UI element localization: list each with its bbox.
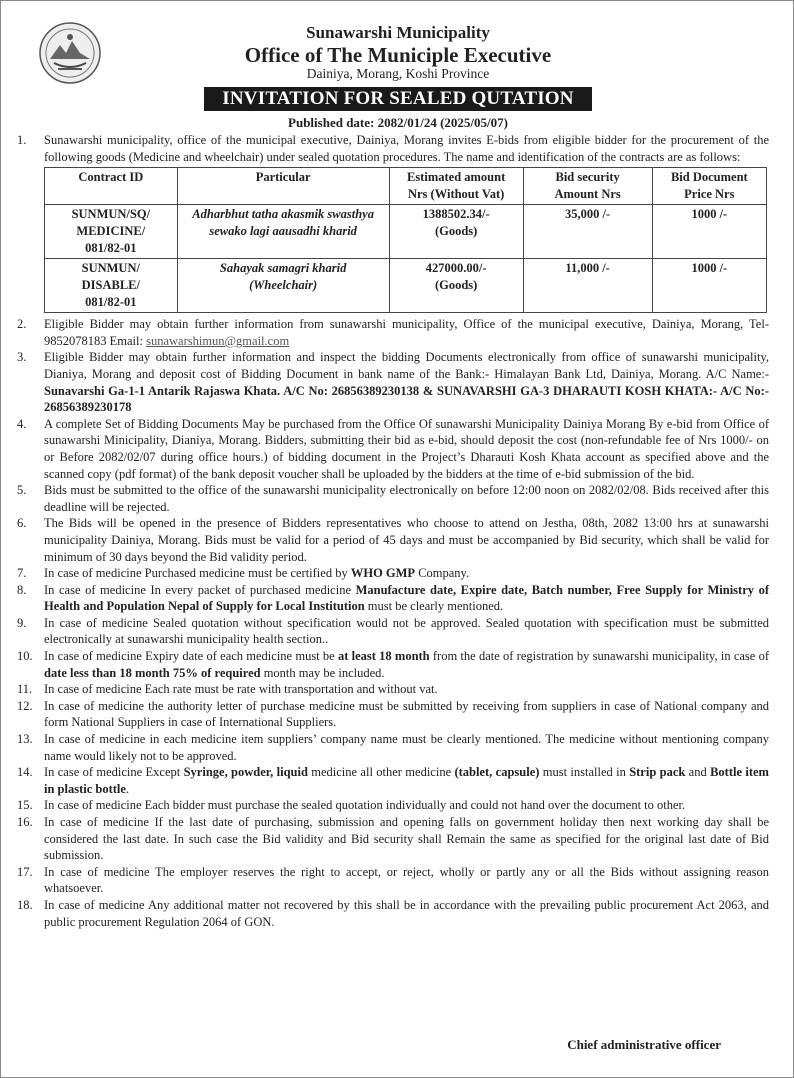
list-item: 14. In case of medicine Except Syringe, powder, liquid medicine all other medicine (tablet, capsule) must installed in Strip pack and Bottle item in plastic bottle. (17, 765, 769, 796)
office-address: Dainiya, Morang, Koshi Province (306, 66, 490, 81)
list-item: 17. In case of medicine The employer reserves the right to accept, or reject, wholly or partly any or all the Bids without assigning reason whatsoever. (17, 864, 769, 896)
municipality-name: Sunawarshi Municipality (306, 23, 490, 42)
list-item: 4. A complete Set of Bidding Documents May be purchased from the Office Of sunawarshi Municipality Dainiya Morang By e-bid from Office of sunawarshi Minicipality, Dianiya, Morang. Bidders, submitting their bid as e-bid, should deposit the cost (non-refundable fee of Nrs 1000/- on or Before 2082/02/07 during office hours.) of bidding document in the Project’s Dharauti Kosh Khata account as specified above and the scanned copy (pdf format) of the bank deposit voucher shall be uploaded by the bidders at the time of e-bid submission of the bid. (17, 416, 769, 481)
list-item: 8. In case of medicine In every packet of purchased medicine Manufacture date, Expire date, Batch number, Free Supply for Ministry of Health and Population Nepal of Supply for Local Institution must be clearly mentioned. (17, 582, 769, 614)
list-item: 1. Sunawarshi municipality, office of the municipal executive, Dainiya, Morang invites E-bids from eligible bidder for the procurement of the following goods (Medicine and wheelchair) under sealed quotation procedures. The name and identification of the contracts are as follows: (17, 133, 769, 164)
notice-title: INVITATION FOR SEALED QUTATION (204, 87, 591, 111)
table-row (45, 205, 767, 259)
contract-id-cell: SUNMUN/ DISABLE/ 081/82-01 (45, 259, 178, 313)
list-item: 11. In case of medicine Each rate must be rate with transportation and without vat. (17, 682, 438, 697)
header-estimated-amount: Estimated amount Nrs (Without Vat) (389, 168, 523, 205)
header-document-price: Bid Document Price Nrs (652, 168, 766, 205)
email-link[interactable]: sunawarshimun@gmail.com (146, 333, 290, 348)
notice-items (17, 132, 769, 930)
contract-id-cell: SUNMUN/SQ/ MEDICINE/ 081/82-01 (45, 205, 178, 259)
list-item: 16. In case of medicine If the last date of purchasing, submission and opening falls on government holiday then next working day shall be considered the last date. In such case the Bid validity and Bid security shall Remain the same as specified for the original last date of Bid submission. (17, 815, 769, 863)
list-item: 13. In case of medicine in each medicine item suppliers’ company name must be clearly mentioned. The medicine without mentioning company name would likely not to be approved. (17, 732, 769, 763)
list-item: 6. The Bids will be opened in the presence of Bidders representatives who choose to attend on Jestha, 08th, 2082 13:00 hrs at sunawarshi municipality Dainiya, Morang. Bids must be valid for a period of 45 days and must be accompanied by Bid security, which shall be valid for minimum of 30 days beyond the Bid validity period. (17, 516, 769, 564)
contracts-table (44, 167, 767, 313)
list-item: 5. Bids must be submitted to the office of the sunawarshi municipality electronically on before 12:00 noon on 2082/02/08. Bids received after this deadline will be rejected. (17, 483, 769, 514)
list-item: 3. Eligible Bidder may obtain further information and inspect the bidding Documents electronically from office of sunawarshi municipality, Dianiya, Morang and deposit cost of Bidding Document in bank name of the Bank:- Himalayan Bank Ltd, Dainiya, Morang. A/C Name:- Sunavarshi Ga-1-1 Antarik Rajaswa Khata. A/C No: 26856389230138 & SUNAVARSHI GA-3 DHARAUTI KOSH KHATA:- A/C No:- 26856389230178 (17, 350, 769, 415)
particular-cell: Sahayak samagri kharid (Wheelchair) (177, 259, 389, 313)
table-header-row (45, 168, 767, 205)
signature-title: Chief administrative officer (567, 1037, 721, 1052)
price-cell: 1000 /- (652, 259, 766, 313)
list-item: 7. In case of medicine Purchased medicine must be certified by WHO GMP Company. (17, 566, 470, 581)
list-item: 12. In case of medicine the authority letter of purchase medicine must be submitted by receiving from suppliers in case of National company and form National Suppliers in case of International Suppliers. (17, 698, 769, 730)
security-cell: 35,000 /- (523, 205, 652, 259)
amount-cell: 427000.00/- (Goods) (389, 259, 523, 313)
security-cell: 11,000 /- (523, 259, 652, 313)
list-item: 2. Eligible Bidder may obtain further information from sunawarshi municipality, Office of the municipal executive, Dainiya, Morang, Tel- 9852078183 Email: sunawarshimun@gmail.com (17, 317, 769, 348)
list-item: 10. In case of medicine Expiry date of each medicine must be at least 18 month from the date of registration by sunawarshi municipality, in case of date less than 18 month 75% of required month may be included. (17, 649, 769, 680)
list-item: 15. In case of medicine Each bidder must purchase the sealed quotation individually and could not hand over the document to other. (17, 798, 686, 813)
header-contract-id: Contract ID (45, 168, 178, 205)
amount-cell: 1388502.34/- (Goods) (389, 205, 523, 259)
published-date: Published date: 2082/01/24 (2025/05/07) (288, 115, 508, 130)
header-bid-security: Bid security Amount Nrs (523, 168, 652, 205)
table-row (45, 259, 767, 313)
particular-cell: Adharbhut tatha akasmik swasthya sewako lagi aausadhi kharid (177, 205, 389, 259)
list-item: 9. In case of medicine Sealed quotation without specification would not be approved. Sealed quotation with specification must be submitted electronically at sunawarshi municipality health section.. (17, 615, 769, 647)
list-item: 18. In case of medicine Any additional matter not recovered by this shall be in accordance with the prevailing public procurement Act 2063, and public procurement Regulation 2064 of GON. (17, 897, 769, 929)
header-particular: Particular (177, 168, 389, 205)
price-cell: 1000 /- (652, 205, 766, 259)
office-name: Office of The Municiple Executive (244, 43, 552, 67)
